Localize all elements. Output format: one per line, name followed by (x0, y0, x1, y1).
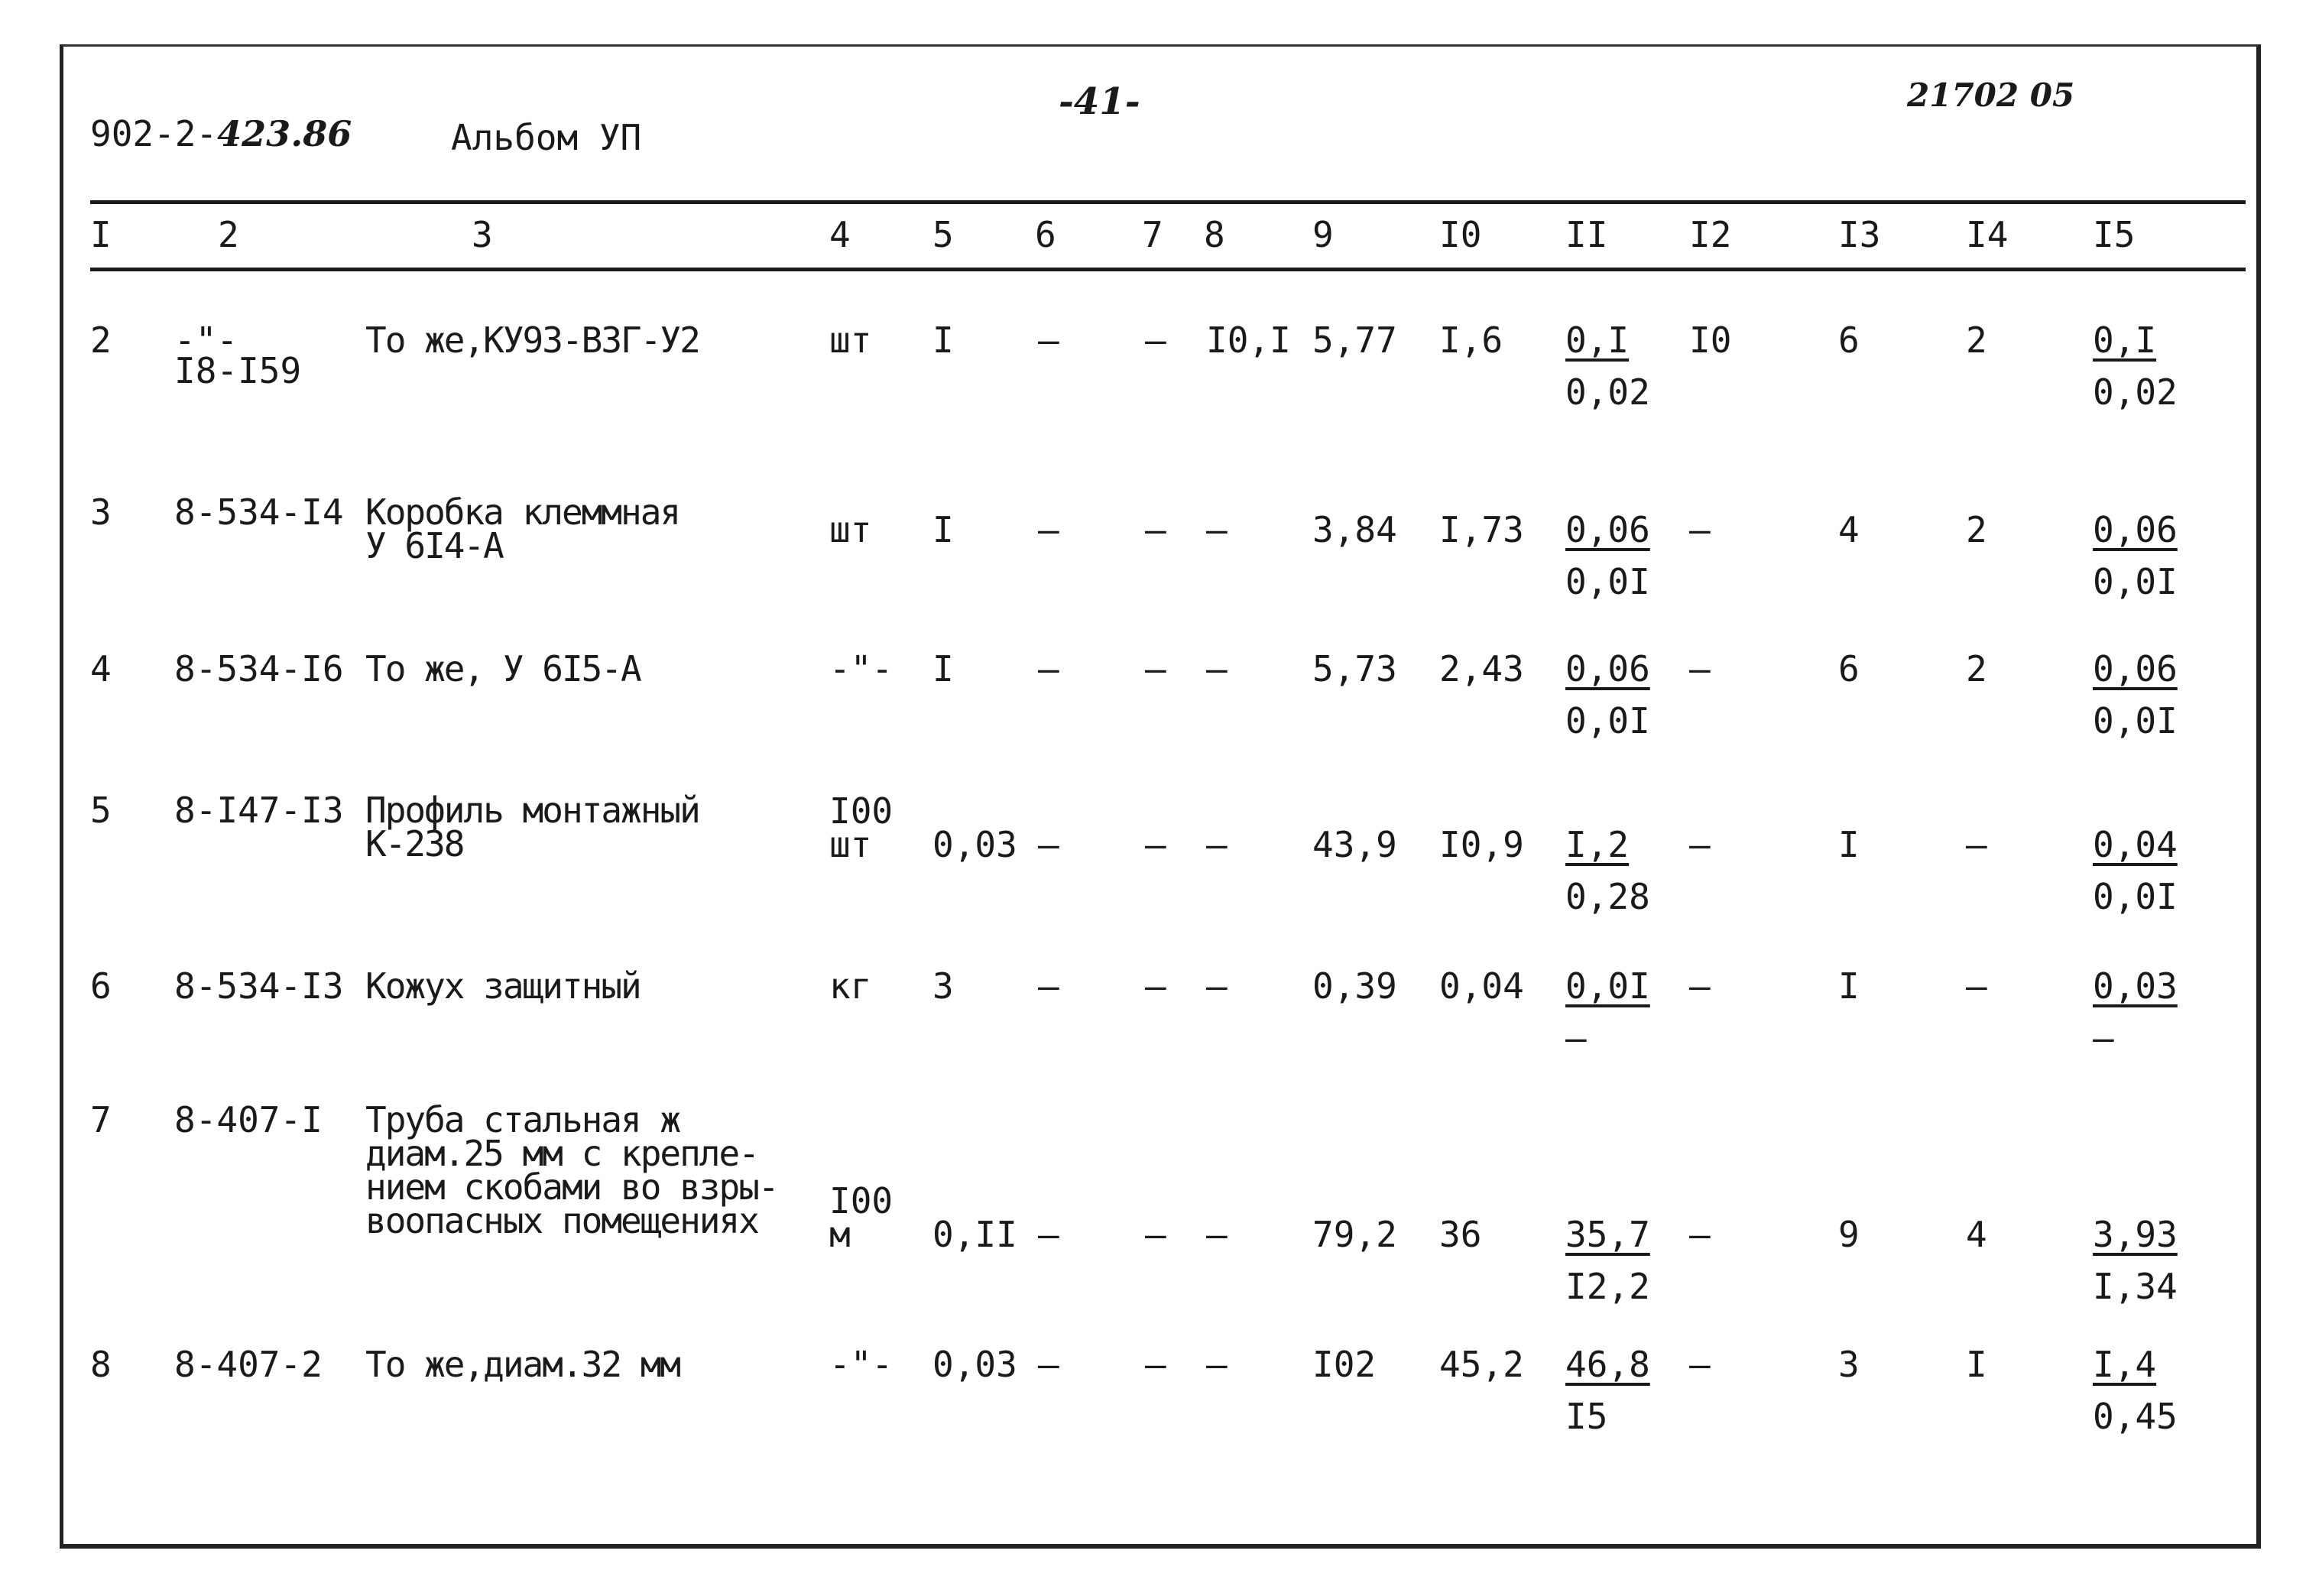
col8: I0,I (1206, 320, 1291, 361)
col7: – (1145, 1214, 1166, 1255)
col6: – (1038, 965, 1059, 1007)
row-number: 4 (90, 648, 112, 689)
unit: кг (829, 965, 872, 1007)
qty: 0,II (932, 1214, 1017, 1255)
description: нием скобами во взры- (365, 1166, 778, 1208)
description: То же,КУ93-ВЗГ-У2 (365, 320, 699, 361)
qty: I (932, 320, 954, 361)
col15-bottom: 0,45 (2093, 1396, 2178, 1437)
col11-top: I,2 (1565, 824, 1630, 865)
row-number: 3 (90, 491, 112, 533)
col10: 2,43 (1439, 648, 1524, 689)
col8: – (1206, 1214, 1228, 1255)
unit: -"- (829, 648, 894, 689)
unit: м (829, 1214, 851, 1255)
col-header: 8 (1204, 214, 1225, 255)
col8: – (1206, 965, 1228, 1007)
row-number: 2 (90, 320, 112, 361)
col14: 4 (1966, 1214, 1987, 1255)
col15-top: 3,93 (2093, 1214, 2178, 1255)
col-header: I2 (1689, 214, 1732, 255)
col11-top: 0,0I (1565, 965, 1650, 1007)
col-header: 6 (1035, 214, 1056, 255)
description: К-238 (365, 823, 464, 864)
unit: шт (829, 320, 872, 361)
col-header: 3 (472, 214, 493, 255)
col-header: 9 (1312, 214, 1334, 255)
album-title: Альбом УП (451, 117, 642, 158)
description: То же, У 6I5-А (365, 648, 641, 689)
col9: 5,73 (1312, 648, 1397, 689)
col-header: 4 (829, 214, 851, 255)
col11-bottom: – (1565, 1017, 1587, 1059)
col-header: I0 (1439, 214, 1482, 255)
col-header: 7 (1142, 214, 1163, 255)
col15-top: 0,04 (2093, 824, 2178, 865)
col11-bottom: 0,0I (1565, 700, 1650, 741)
description: Труба стальная ж (365, 1099, 680, 1140)
qty: I (932, 648, 954, 689)
col-header: I4 (1966, 214, 2009, 255)
code: 8-I47-I3 (174, 790, 344, 831)
col12: – (1689, 965, 1711, 1007)
archive-number: 21702 05 (1907, 76, 2075, 114)
description: воопасных помещениях (365, 1200, 758, 1241)
col13: 4 (1838, 509, 1860, 550)
col9: 3,84 (1312, 509, 1397, 550)
col13: I (1838, 965, 1860, 1007)
code: 8-534-I6 (174, 648, 344, 689)
col11-bottom: 0,0I (1565, 561, 1650, 602)
code: 8-407-2 (174, 1344, 323, 1385)
col12: – (1689, 509, 1711, 550)
col14: 2 (1966, 320, 1987, 361)
col13: I (1838, 824, 1860, 865)
col6: – (1038, 1214, 1059, 1255)
col15-bottom: I,34 (2093, 1266, 2178, 1307)
row-number: 6 (90, 965, 112, 1007)
code: 8-407-I (174, 1099, 323, 1140)
col15-bottom: 0,0I (2093, 561, 2178, 602)
col15-bottom: 0,02 (2093, 371, 2178, 413)
col6: – (1038, 824, 1059, 865)
col6: – (1038, 648, 1059, 689)
col7: – (1145, 509, 1166, 550)
row-number: 8 (90, 1344, 112, 1385)
unit: шт (829, 509, 872, 550)
qty: 3 (932, 965, 954, 1007)
qty: 0,03 (932, 824, 1017, 865)
col8: – (1206, 1344, 1228, 1385)
col10: 0,04 (1439, 965, 1524, 1007)
col10: 36 (1439, 1214, 1482, 1255)
col7: – (1145, 1344, 1166, 1385)
unit: -"- (829, 1344, 894, 1385)
col14: 2 (1966, 509, 1987, 550)
col13: 9 (1838, 1214, 1860, 1255)
col13: 3 (1838, 1344, 1860, 1385)
col13: 6 (1838, 648, 1860, 689)
col12: – (1689, 824, 1711, 865)
col14: 2 (1966, 648, 1987, 689)
description: То же,диам.32 мм (365, 1344, 680, 1385)
col7: – (1145, 320, 1166, 361)
col7: – (1145, 965, 1166, 1007)
col11-top: 0,06 (1565, 648, 1650, 689)
col-header: 5 (932, 214, 954, 255)
col12: – (1689, 1214, 1711, 1255)
col10: I0,9 (1439, 824, 1524, 865)
col9: 79,2 (1312, 1214, 1397, 1255)
col6: – (1038, 320, 1059, 361)
col10: I,73 (1439, 509, 1524, 550)
description: диам.25 мм с крепле- (365, 1133, 758, 1174)
col14: I (1966, 1344, 1987, 1385)
col15-top: 0,I (2093, 320, 2157, 361)
col8: – (1206, 648, 1228, 689)
col9: 5,77 (1312, 320, 1397, 361)
col7: – (1145, 824, 1166, 865)
col-header: I5 (2093, 214, 2136, 255)
unit: I00 (829, 790, 894, 832)
col12: – (1689, 648, 1711, 689)
col11-bottom: 0,02 (1565, 371, 1650, 413)
unit: I00 (829, 1180, 894, 1221)
header-bottom-rule (90, 268, 2246, 271)
col15-top: 0,03 (2093, 965, 2178, 1007)
qty: I (932, 509, 954, 550)
description: У 6I4-А (365, 525, 503, 566)
col15-top: 0,06 (2093, 509, 2178, 550)
col11-top: 0,06 (1565, 509, 1650, 550)
col11-bottom: 0,28 (1565, 876, 1650, 917)
col14: – (1966, 824, 1987, 865)
col12: I0 (1689, 320, 1732, 361)
unit: шт (829, 824, 872, 865)
col11-bottom: I2,2 (1565, 1266, 1650, 1307)
doc-code-prefix: 902-2- (90, 113, 218, 154)
col11-top: 35,7 (1565, 1214, 1650, 1255)
col12: – (1689, 1344, 1711, 1385)
description: Коробка клеммная (365, 491, 680, 533)
col-header: I3 (1838, 214, 1881, 255)
description: Профиль монтажный (365, 790, 699, 831)
col11-bottom: I5 (1565, 1396, 1608, 1437)
code: -"- (174, 320, 238, 361)
row-number: 7 (90, 1099, 112, 1140)
col-header: I (90, 214, 112, 255)
code: 8-534-I3 (174, 965, 344, 1007)
col15-bottom: – (2093, 1017, 2114, 1059)
col6: – (1038, 1344, 1059, 1385)
header-top-rule (90, 200, 2246, 204)
col9: I02 (1312, 1344, 1377, 1385)
description: Кожух защитный (365, 965, 641, 1007)
col-header: 2 (218, 214, 239, 255)
col-header: II (1565, 214, 1608, 255)
col6: – (1038, 509, 1059, 550)
doc-code-hand: 423.86 (217, 113, 352, 154)
col8: – (1206, 824, 1228, 865)
col10: 45,2 (1439, 1344, 1524, 1385)
col15-bottom: 0,0I (2093, 876, 2178, 917)
col8: – (1206, 509, 1228, 550)
page-number: -41- (1059, 80, 1140, 123)
code-line-2: I8-I59 (174, 350, 302, 391)
col11-top: 46,8 (1565, 1344, 1650, 1385)
col9: 0,39 (1312, 965, 1397, 1007)
col15-top: I,4 (2093, 1344, 2157, 1385)
code: 8-534-I4 (174, 491, 344, 533)
col11-top: 0,I (1565, 320, 1630, 361)
qty: 0,03 (932, 1344, 1017, 1385)
col7: – (1145, 648, 1166, 689)
col10: I,6 (1439, 320, 1503, 361)
col9: 43,9 (1312, 824, 1397, 865)
col15-top: 0,06 (2093, 648, 2178, 689)
col14: – (1966, 965, 1987, 1007)
row-number: 5 (90, 790, 112, 831)
col13: 6 (1838, 320, 1860, 361)
col15-bottom: 0,0I (2093, 700, 2178, 741)
doc-code (90, 115, 352, 153)
